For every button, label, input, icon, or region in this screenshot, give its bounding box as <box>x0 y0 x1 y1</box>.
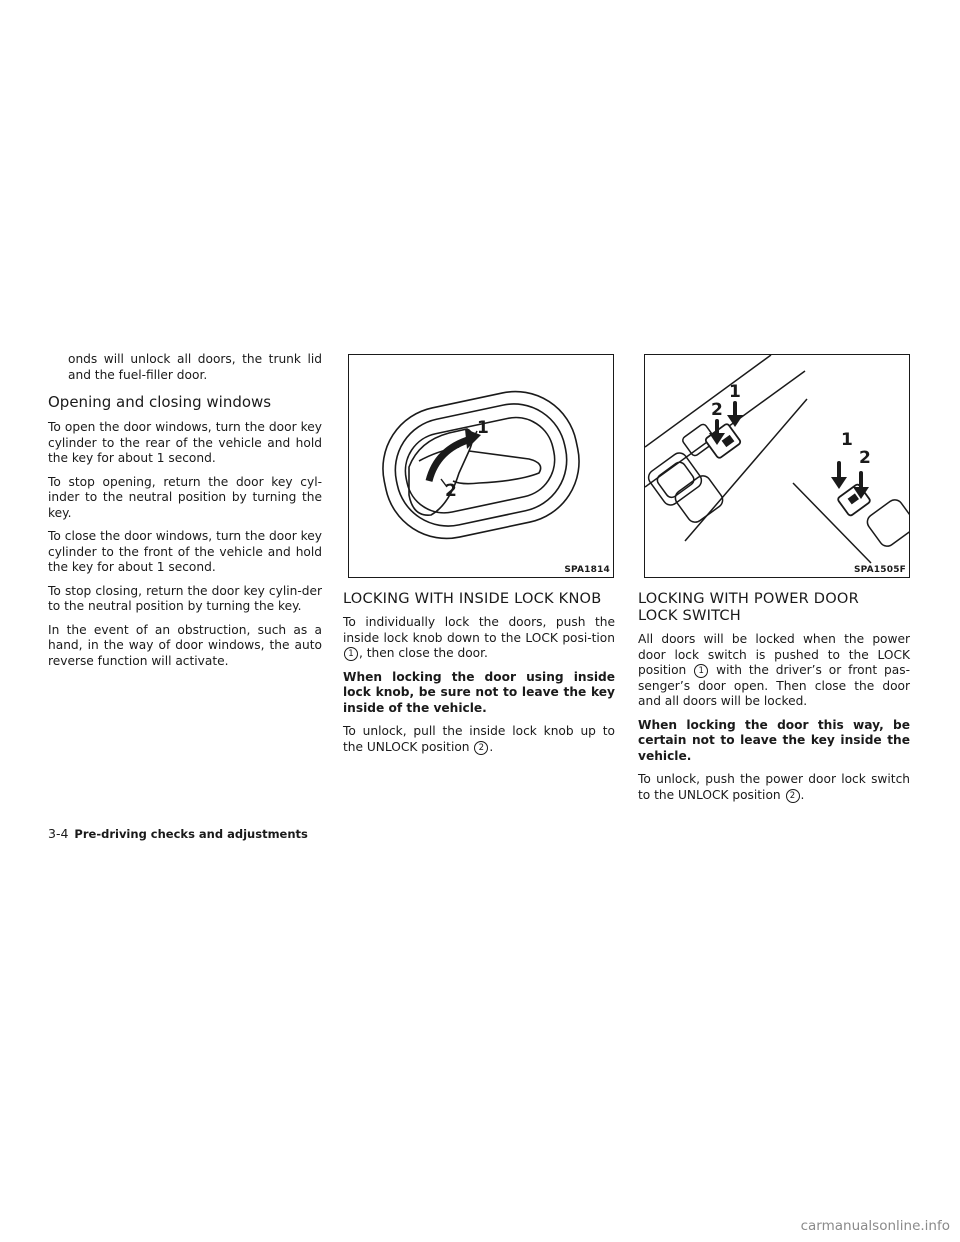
paragraph: To stop closing, return the door key cylin-der to the neutral position by turning the key. <box>48 583 322 613</box>
figure-callout: 1 <box>841 430 853 450</box>
section-heading-power-lock: LOCKING WITH POWER DOOR LOCK SWITCH <box>638 590 859 624</box>
figure-callout: 1 <box>729 382 741 402</box>
callout-marker-1: 1 <box>344 647 358 661</box>
figure-callout: 2 <box>711 400 723 420</box>
figure-callout: 1 <box>477 418 489 438</box>
paragraph: To individually lock the doors, push the inside lock knob down to the LOCK posi-tion 1 , then close the door. <box>343 615 615 660</box>
paragraph: To unlock, pull the inside lock knob up to the UNLOCK position 2 . <box>343 724 615 754</box>
figure-inside-lock-knob <box>348 354 614 578</box>
right-column <box>638 590 910 811</box>
left-column <box>48 352 322 677</box>
callout-marker-2: 2 <box>786 789 800 803</box>
callout-marker-1: 1 <box>694 664 708 678</box>
paragraph: To close the door windows, turn the door key cylinder to the front of the vehicle and hold the key for about 1 second. <box>48 529 322 574</box>
footer-section-title: Pre-driving checks and adjustments <box>74 827 308 841</box>
page-footer <box>48 826 308 841</box>
warning-text: When locking the door using inside lock knob, be sure not to leave the key inside of the vehicle. <box>343 669 615 715</box>
section-heading-inside-lock: LOCKING WITH INSIDE LOCK KNOB <box>343 590 602 607</box>
paragraph: To unlock, push the power door lock switch to the UNLOCK position 2 . <box>638 772 910 802</box>
lock-knob-illustration <box>349 355 613 577</box>
callout-marker-2: 2 <box>474 741 488 755</box>
power-lock-switch-illustration <box>645 355 909 577</box>
paragraph: To stop opening, return the door key cyl-inder to the neutral position by turning the key. <box>48 474 322 520</box>
paragraph: In the event of an obstruction, such as a hand, in the way of door windows, the auto reverse function will activate. <box>48 622 322 668</box>
figure-callout: 2 <box>445 481 457 501</box>
continuation-text: onds will unlock all doors, the trunk lid and the fuel-filler door. <box>68 352 322 382</box>
paragraph: All doors will be locked when the power door lock switch is pushed to the LOCK position 1 with the driver’s or front pas-senger’s door open. Then close the door and all doors will be locked. <box>638 632 910 708</box>
paragraph: To open the door windows, turn the door key cylinder to the rear of the vehicle and hold the key for about 1 second. <box>48 420 322 465</box>
watermark-text: carmanualsonline.info <box>800 1218 950 1234</box>
figure-power-door-lock-switch <box>644 354 910 578</box>
section-heading-windows: Opening and closing windows <box>48 393 272 411</box>
warning-text: When locking the door this way, be certain not to leave the key inside the vehicle. <box>638 717 910 763</box>
figure-id: SPA1814 <box>564 565 610 575</box>
figure-id: SPA1505F <box>853 565 906 575</box>
middle-column <box>343 590 615 763</box>
page-number: 3-4 <box>48 826 69 841</box>
figure-callout: 2 <box>859 448 871 468</box>
